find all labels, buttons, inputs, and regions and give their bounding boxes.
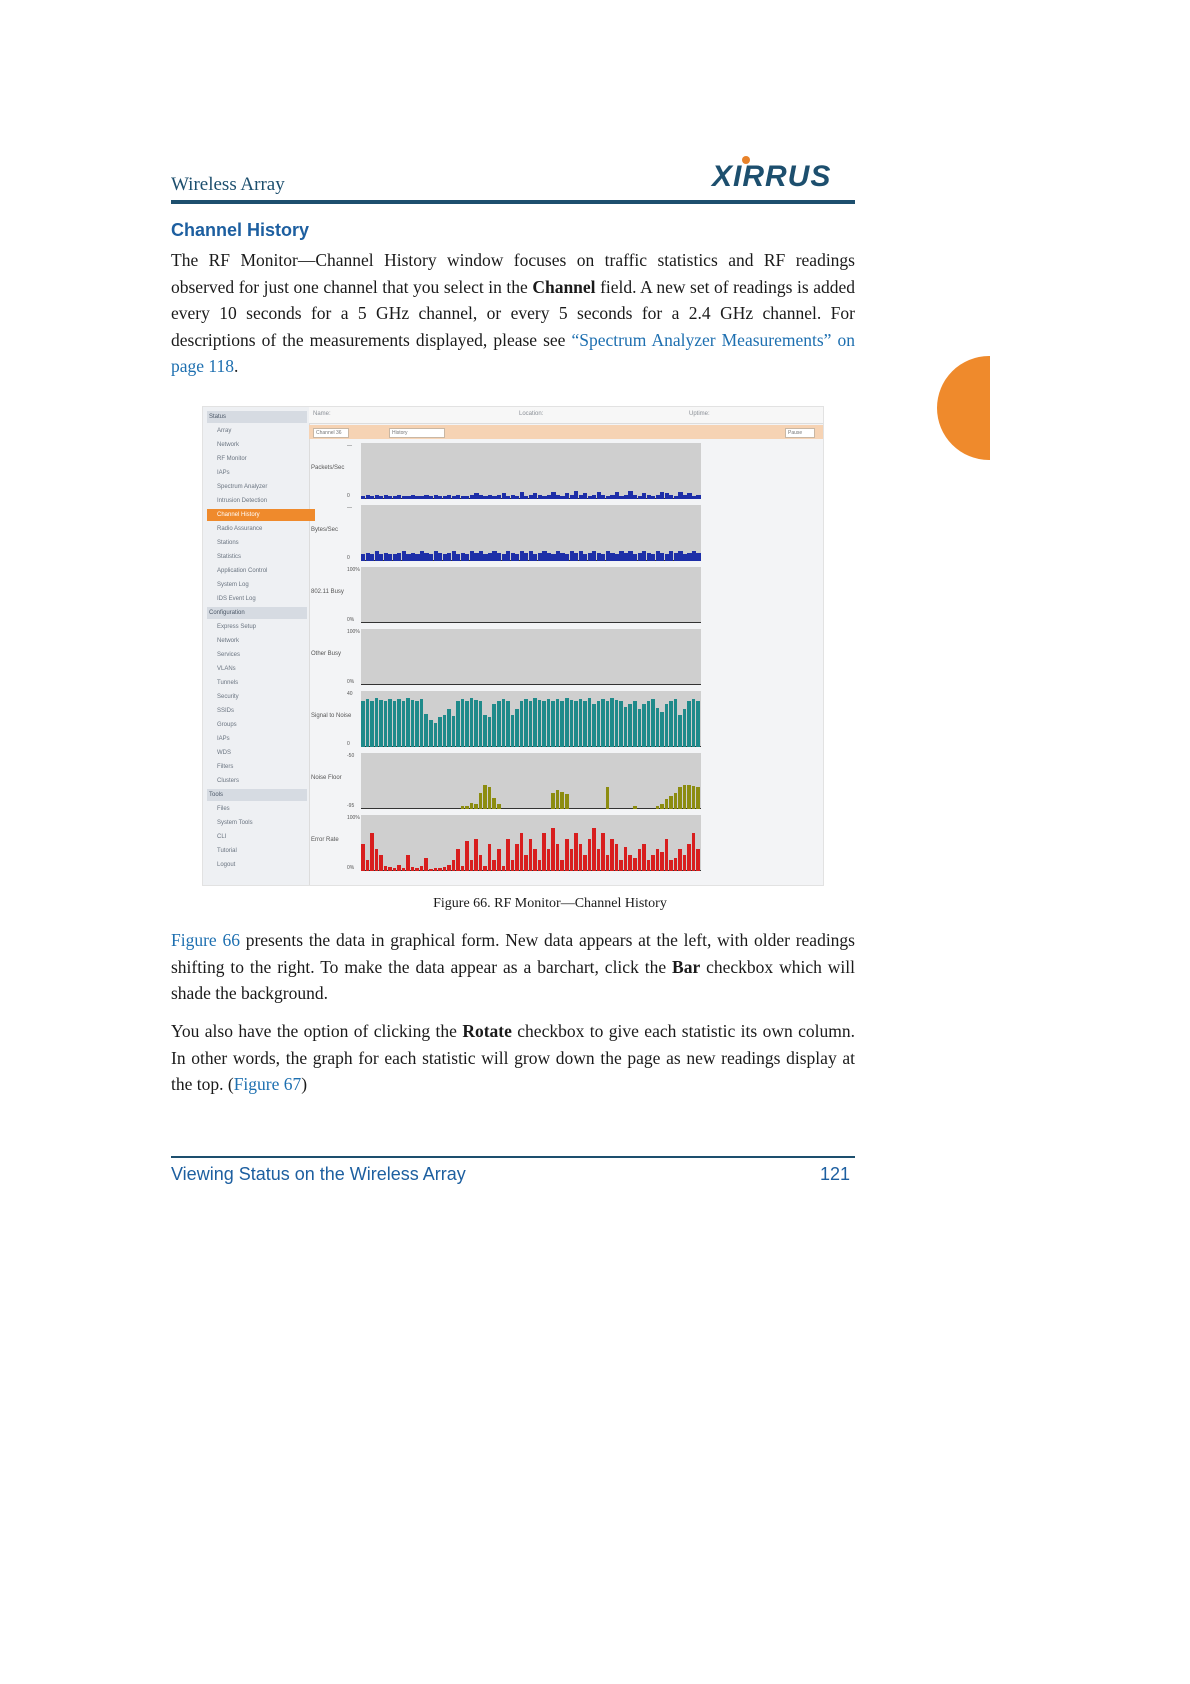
signal-bar [474,700,478,747]
error-bar [660,852,664,871]
error-bar [479,855,483,871]
noise-bar [660,804,664,809]
axis-max-label: 40 [347,691,353,697]
chart-row-label: 802.11 Busy [311,589,344,595]
axis-min-label: 0% [347,679,355,685]
error-bar [633,858,637,872]
signal-bar [619,701,623,747]
error-bar [615,844,619,871]
nav-item[interactable]: Application Control [217,568,268,574]
error-bar [538,860,542,871]
signal-bar [511,715,515,747]
error-bar [520,833,524,871]
page-number: 121 [820,1164,851,1184]
signal-bar [443,715,447,747]
error-bar [583,855,587,871]
error-bar [628,855,632,871]
chart-row-label: Noise Floor [311,775,342,781]
chart-row-label: Packets/Sec [311,465,345,471]
nav-item[interactable]: Express Setup [217,624,257,630]
signal-bar [579,699,583,747]
signal-bar [574,701,578,747]
nav-item[interactable]: RF Monitor [217,456,247,462]
running-header: Wireless Array [171,174,285,195]
noise-bar [497,804,501,809]
noise-bar [483,785,487,809]
error-bar [474,839,478,871]
channel-select[interactable]: Channel 36 [313,428,349,438]
error-bar [642,844,646,871]
axis-min-label: 0 [347,555,350,561]
axis-max-label: 100% [347,629,360,635]
axis-min-label: 0 [347,493,350,499]
chart-row-label: Signal to Noise [311,713,352,719]
noise-bar [551,793,555,809]
nav-item[interactable]: Services [217,652,241,658]
axis-max-label: — [347,505,352,511]
signal-bar [533,698,537,747]
signal-bar [497,701,501,747]
signal-bar [406,698,410,747]
packets-bar [696,495,700,499]
error-bar [483,866,487,871]
axis-min-label: -95 [347,803,355,809]
error-bar [515,844,519,871]
signal-bar [447,709,451,747]
signal-bar [692,699,696,747]
signal-bar [411,700,415,747]
signal-bar [452,716,456,747]
topbar-uptime: Uptime: [689,411,710,417]
signal-bar [379,700,383,747]
nav-item[interactable]: Network [217,638,240,644]
nav-item[interactable]: Logout [217,862,236,868]
header-rule [171,200,855,204]
error-bar [665,839,669,871]
chart-plot [361,691,701,747]
signal-bar [642,704,646,747]
error-bar [420,866,424,871]
signal-bar [402,701,406,747]
history-select[interactable]: History [389,428,445,438]
error-bar [388,867,392,871]
axis-max-label: -50 [347,753,355,759]
noise-bar [683,785,687,809]
nav-item[interactable]: CLI [217,834,227,840]
signal-bar [628,704,632,747]
nav-item[interactable]: Channel History [207,509,315,521]
signal-bar [674,699,678,747]
nav-sidebar [203,407,310,885]
axis-max-label: 100% [347,815,360,821]
noise-bar [556,790,560,809]
error-bar [384,866,388,871]
error-bar [588,839,592,871]
noise-bar [470,803,474,809]
signal-bar [601,699,605,747]
nav-item[interactable]: VLANs [217,666,236,672]
signal-bar [502,699,506,747]
error-bar [456,849,460,871]
error-bar [461,866,465,871]
bytes-bar [696,553,700,561]
signal-bar [366,699,370,747]
signal-bar [506,701,510,747]
signal-bar [361,701,365,747]
signal-bar [384,701,388,747]
nav-item[interactable]: Filters [217,764,234,770]
axis-min-label: 0 [347,741,350,747]
nav-item[interactable]: Tools [207,789,307,801]
signal-bar [415,701,419,747]
signal-bar [570,700,574,747]
error-bar [656,849,660,871]
signal-bar [492,704,496,747]
signal-bar [375,698,379,747]
nav-item[interactable]: Stations [217,540,239,546]
noise-bar [633,806,637,809]
signal-bar [479,701,483,747]
xirrus-logo: XIRRUS [712,160,832,193]
chart-row-label: Other Busy [311,651,342,657]
spectrum-analyzer-link[interactable]: “Spectrum Analyzer Measurements” on page 118 [171,329,855,376]
noise-bar [461,806,465,809]
error-bar [624,847,628,871]
signal-bar [615,700,619,747]
error-bar [610,839,614,871]
nav-item[interactable]: System Tools [217,820,253,826]
signal-bar [515,709,519,747]
signal-bar [696,701,700,747]
signal-bar [520,701,524,747]
error-bar [415,868,419,871]
topbar-location: Location: [519,411,544,417]
pause-button[interactable]: Pause [785,428,815,438]
error-bar [434,868,438,871]
axis-max-label: 100% [347,567,360,573]
nav-item[interactable]: Clusters [217,778,240,784]
error-bar [497,849,501,871]
signal-bar [656,708,660,747]
signal-bar [465,701,469,747]
error-bar [511,860,515,871]
topbar-name: Name: [313,411,331,417]
nav-item[interactable]: Intrusion Detection [217,498,268,504]
signal-bar [588,698,592,747]
error-bar [579,844,583,871]
noise-bar [479,793,483,809]
error-bar [361,844,365,871]
nav-item[interactable]: IAPs [217,736,230,742]
noise-bar [669,796,673,810]
noise-bar [565,794,569,809]
signal-bar [592,704,596,747]
signal-bar [438,717,442,747]
rotate-option-paragraph: You also have the option of clicking the Rotate checkbox to give each statistic its own column. In other words, the graph for each statistic will grow down the page as new readings display at the top. (Figure 67) [171,1021,855,1094]
error-bar [542,833,546,871]
signal-bar [429,720,433,747]
error-bar [565,839,569,871]
nav-item[interactable]: Array [217,428,232,434]
signal-bar [434,723,438,747]
error-bar [647,860,651,871]
error-bar [492,860,496,871]
error-bar [529,839,533,871]
nav-item[interactable]: Files [217,806,230,812]
noise-bar [692,786,696,809]
error-bar [375,849,379,871]
noise-bar [674,793,678,809]
signal-bar [565,698,569,747]
nav-item[interactable]: Tunnels [217,680,239,686]
chart-row-label: Error Rate [311,837,339,843]
charts-area [309,443,823,885]
signal-bar [610,698,614,747]
signal-bar [669,701,673,747]
axis-min-label: 0% [347,865,355,871]
noise-bar [687,785,691,809]
nav-item[interactable]: Spectrum Analyzer [217,484,268,490]
error-bar [452,860,456,871]
nav-item[interactable]: Tutorial [217,848,237,854]
error-bar [402,868,406,871]
signal-bar [660,712,664,747]
nav-item[interactable]: Statistics [217,554,242,560]
signal-bar [388,699,392,747]
error-bar [556,844,560,871]
error-bar [443,867,447,871]
signal-bar [687,701,691,747]
nav-item[interactable]: IAPs [217,470,230,476]
signal-bar [583,701,587,747]
error-bar [678,849,682,871]
nav-item[interactable]: IDS Event Log [217,596,256,602]
error-bar [470,860,474,871]
error-bar [406,855,410,871]
error-bar [533,849,537,871]
noise-bar [465,806,469,809]
intro-paragraph: The RF Monitor—Channel History window focuses on traffic statistics and RF readings observed for just one channel that you select in the Channel field. A new set of readings is added every 10 seconds for a 5 GHz channel, or every 5 seconds for a 2.4 GHz channel. For descriptions of the measurements displayed, please see “Spectrum Analyzer Measurements” on page 118. [171,250,855,376]
signal-bar [420,699,424,747]
status-topbar [309,407,823,424]
axis-min-label: 0% [347,617,355,623]
noise-bar [665,799,669,809]
signal-bar [456,701,460,747]
control-bar [309,425,823,439]
channel-history-screenshot [202,406,824,886]
signal-bar [393,701,397,747]
error-bar [696,849,700,871]
signal-bar [683,709,687,747]
error-bar [687,844,691,871]
error-bar [551,828,555,871]
error-bar [592,828,596,871]
noise-bar [474,804,478,809]
error-bar [574,833,578,871]
nav-item[interactable]: SSIDs [217,708,235,714]
signal-bar [606,701,610,747]
chart-baseline [361,622,701,623]
error-bar [601,833,605,871]
signal-bar [461,699,465,747]
error-bar [393,868,397,871]
signal-bar [638,709,642,747]
error-bar [465,841,469,871]
signal-bar [624,707,628,748]
error-bar [447,865,451,871]
signal-bar [538,700,542,747]
error-bar [506,839,510,871]
error-bar [597,849,601,871]
signal-bar [370,701,374,747]
chapter-tab [937,356,990,460]
error-bar [488,844,492,871]
chart-plot [361,567,701,623]
error-bar [502,866,506,871]
noise-bar [678,787,682,809]
footer-rule [171,1156,855,1158]
error-bar [692,833,696,871]
error-bar [366,860,370,871]
error-bar [524,855,528,871]
signal-bar [665,704,669,747]
noise-bar [696,787,700,809]
axis-max-label: — [347,443,352,449]
error-bar [547,849,551,871]
signal-bar [470,698,474,747]
error-bar [570,849,574,871]
figure-67-link[interactable]: Figure 67 [233,1074,302,1094]
error-bar [379,855,383,871]
chart-plot [361,629,701,685]
error-bar [683,855,687,871]
error-bar [674,858,678,872]
signal-bar [556,699,560,747]
signal-bar [542,701,546,747]
error-bar [411,867,415,871]
noise-bar [560,792,564,809]
figure-caption: Figure 66. RF Monitor—Channel History [433,896,667,911]
section-title: Channel History [171,220,310,240]
error-bar [370,833,374,871]
signal-bar [483,715,487,747]
nav-item[interactable]: Radio Assurance [217,526,263,532]
chart-plot [361,505,701,561]
nav-item[interactable]: System Log [217,582,249,588]
nav-item[interactable]: Configuration [207,607,307,619]
signal-bar [678,715,682,747]
nav-item[interactable]: Network [217,442,240,448]
nav-item[interactable]: Security [217,694,239,700]
signal-bar [397,699,401,747]
signal-bar [651,699,655,747]
chart-plot [361,753,701,809]
nav-item[interactable]: WDS [217,750,231,756]
error-bar [560,860,564,871]
error-bar [638,849,642,871]
chart-plot [361,815,701,871]
noise-bar [488,787,492,809]
chart-plot [361,443,701,499]
chart-baseline [361,808,701,809]
error-bar [619,860,623,871]
error-bar [438,868,442,871]
signal-bar [529,701,533,747]
signal-bar [633,701,637,747]
signal-bar [551,701,555,747]
footer-title: Viewing Status on the Wireless Array [171,1164,466,1184]
signal-bar [560,701,564,747]
error-bar [606,855,610,871]
error-bar [424,858,428,872]
signal-bar [597,701,601,747]
error-bar [669,860,673,871]
noise-bar [656,806,660,809]
signal-bar [647,701,651,747]
error-bar [397,865,401,871]
figure-66-link[interactable]: Figure 66 [171,930,240,950]
nav-item[interactable]: Groups [217,722,237,728]
noise-bar [492,798,496,809]
error-bar [651,855,655,871]
signal-bar [524,699,528,747]
figure-description-paragraph: Figure 66 presents the data in graphical form. New data appears at the left, with older readings shifting to the right. To make the data appear as a barchart, click the Bar checkbox which will shade the background. [171,930,855,1003]
nav-item[interactable]: Status [207,411,307,423]
noise-bar [606,787,610,809]
chart-baseline [361,684,701,685]
chart-row-label: Bytes/Sec [311,527,339,533]
error-bar [429,869,433,871]
signal-bar [424,714,428,747]
signal-bar [547,699,551,747]
signal-bar [488,717,492,747]
